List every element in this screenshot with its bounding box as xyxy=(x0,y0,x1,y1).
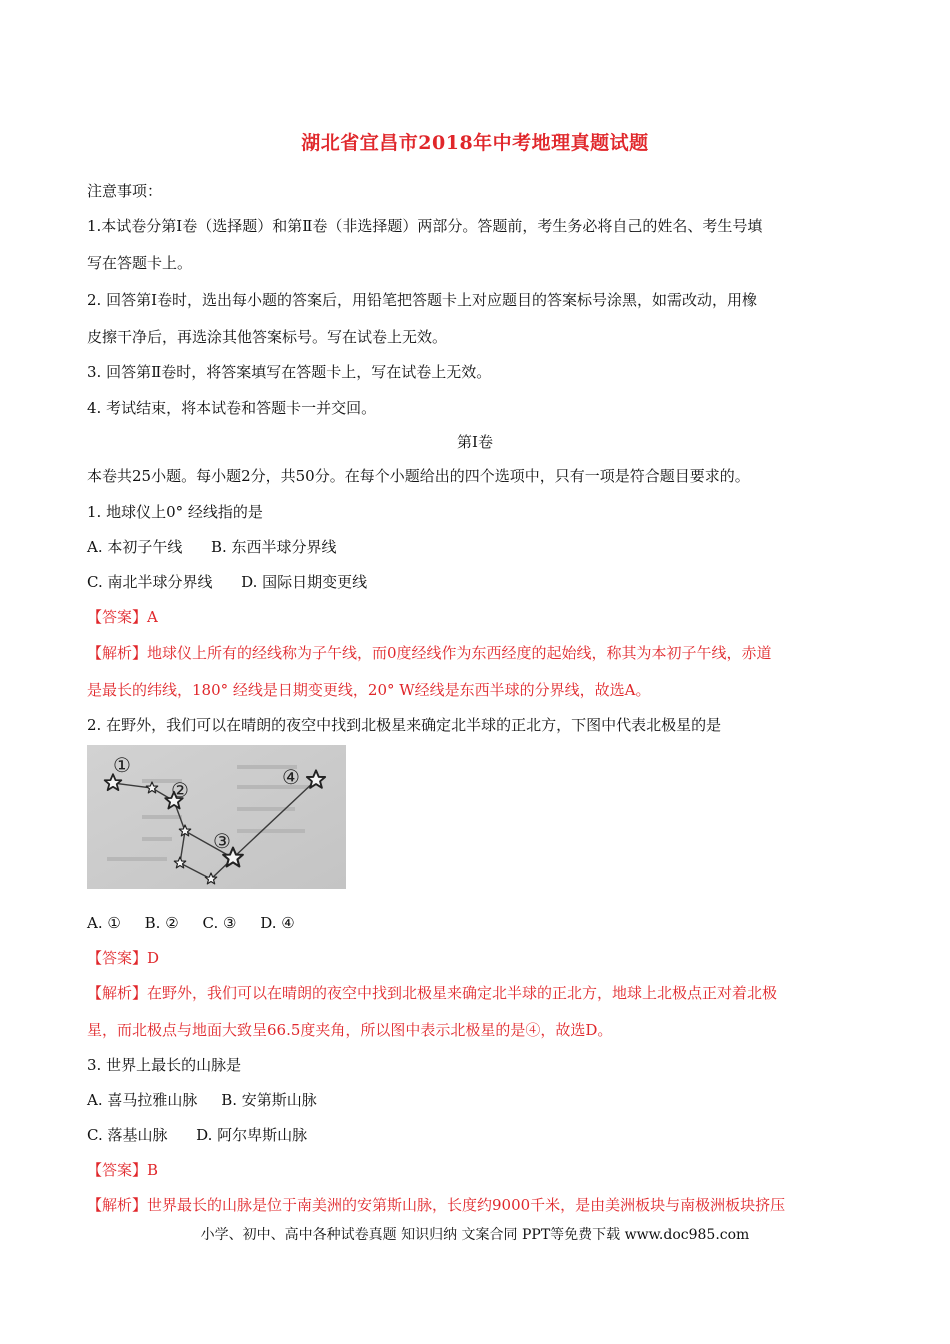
constellation-diagram xyxy=(87,745,346,889)
q2-stem: 2. 在野外，我们可以在晴朗的夜空中找到北极星来确定北半球的正北方，下图中代表北极星的是 xyxy=(87,716,722,734)
q2-options: A. ① B. ② C. ③ D. ④ xyxy=(87,914,295,932)
q1-analysis: 是最长的纬线，180° 经线是日期变更线，20° W经线是东西半球的分界线，故选A。 xyxy=(87,681,651,699)
q1-stem: 1. 地球仪上0° 经线指的是 xyxy=(87,503,263,521)
section-title: 第Ⅰ卷 xyxy=(457,433,493,451)
q3-analysis: 【解析】世界最长的山脉是位于南美洲的安第斯山脉，长度约9000千米，是由美洲板块与南极洲板块挤压 xyxy=(87,1196,786,1214)
q1-analysis: 【解析】地球仪上所有的经线称为子午线，而0度经线作为东西经度的起始线，称其为本初子午线，赤道 xyxy=(87,644,772,662)
q2-answer: 【答案】D xyxy=(87,949,160,967)
label-4: ④ xyxy=(282,765,300,789)
q2-analysis: 【解析】在野外，我们可以在晴朗的夜空中找到北极星来确定北半球的正北方，地球上北极点正对着北极 xyxy=(87,984,778,1002)
q3-options: A. 喜马拉雅山脉 B. 安第斯山脉 xyxy=(87,1091,317,1109)
notice-item: 4. 考试结束，将本试卷和答题卡一并交回。 xyxy=(87,399,377,417)
label-3: ③ xyxy=(213,829,231,853)
page-title: 湖北省宜昌市2018年中考地理真题试题 xyxy=(301,132,649,154)
notice-item: 写在答题卡上。 xyxy=(87,254,193,272)
q1-options: A. 本初子午线 B. 东西半球分界线 xyxy=(87,538,337,556)
q1-options: C. 南北半球分界线 D. 国际日期变更线 xyxy=(87,573,368,591)
notice-item: 2. 回答第Ⅰ卷时，选出每小题的答案后，用铅笔把答题卡上对应题目的答案标号涂黑，如需改动，用橡 xyxy=(87,291,758,309)
q3-answer: 【答案】B xyxy=(87,1161,159,1179)
notice-heading: 注意事项： xyxy=(87,182,163,200)
q2-analysis: 星，而北极点与地面大致呈66.5度夹角，所以图中表示北极星的是④，故选D。 xyxy=(87,1021,613,1039)
q3-options: C. 落基山脉 D. 阿尔卑斯山脉 xyxy=(87,1126,308,1144)
label-1: ① xyxy=(113,753,131,777)
label-2: ② xyxy=(171,778,189,802)
star-chart-figure xyxy=(87,745,346,889)
q3-stem: 3. 世界上最长的山脉是 xyxy=(87,1056,242,1074)
notice-item: 3. 回答第Ⅱ卷时，将答案填写在答题卡上，写在试卷上无效。 xyxy=(87,363,492,381)
notice-item: 1.本试卷分第Ⅰ卷（选择题）和第Ⅱ卷（非选择题）两部分。答题前，考生务必将自己的姓名、考生号填 xyxy=(87,217,763,235)
notice-item: 皮擦干净后，再选涂其他答案标号。写在试卷上无效。 xyxy=(87,328,448,346)
q1-answer: 【答案】A xyxy=(87,608,158,626)
section-intro: 本卷共25小题。每小题2分，共50分。在每个小题给出的四个选项中，只有一项是符合题目要求的。 xyxy=(87,467,750,485)
page-footer: 小学、初中、高中各种试卷真题 知识归纳 文案合同 PPT等免费下载 www.doc985.com xyxy=(200,1227,750,1243)
